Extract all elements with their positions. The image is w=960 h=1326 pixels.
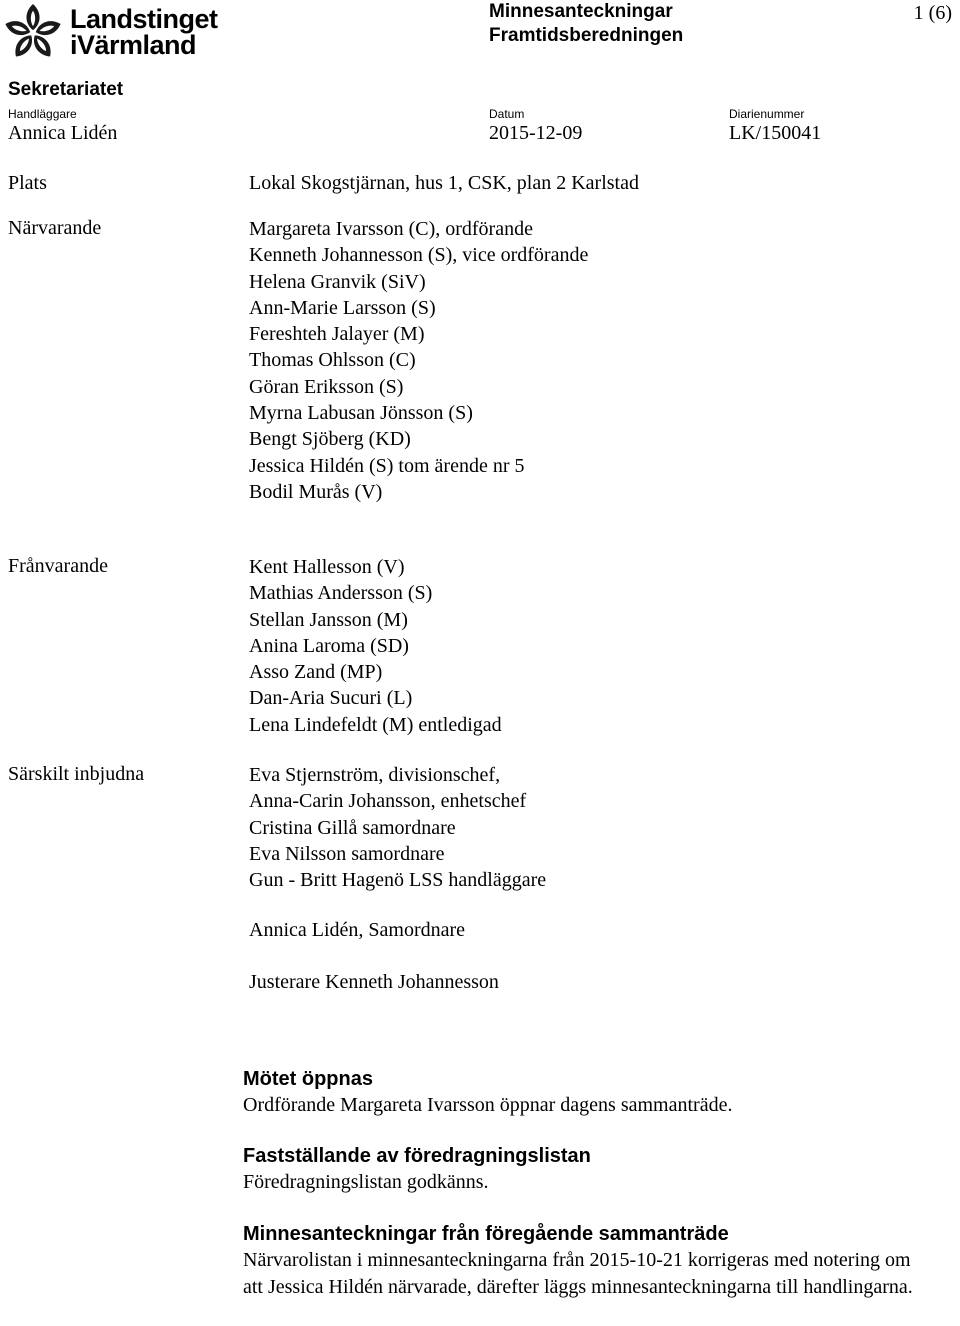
diarienummer-value: LK/150041	[729, 122, 822, 144]
section-heading: Minnesanteckningar från föregående sammanträde	[243, 1223, 729, 1245]
datum-label: Datum	[489, 107, 525, 121]
landstinget-flower-logo	[2, 2, 64, 64]
section-text: Föredragningslistan godkänns.	[243, 1171, 489, 1193]
plats-label: Plats	[8, 172, 47, 194]
adjuster-line: Justerare Kenneth Johannesson	[249, 971, 499, 993]
franvarande-label: Frånvarande	[8, 555, 108, 577]
committee-name: Framtidsberedningen	[489, 25, 684, 46]
list-item: Thomas Ohlsson (C)	[249, 349, 416, 372]
list-item: Fereshteh Jalayer (M)	[249, 323, 425, 346]
document-type: Minnesanteckningar	[489, 1, 673, 22]
sarskilt-inbjudna-label: Särskilt inbjudna	[8, 763, 145, 785]
diarienummer-label: Diarienummer	[729, 107, 805, 121]
list-item: Eva Stjernström, divisionschef,	[249, 764, 501, 786]
list-item: Cristina Gillå samordnare	[249, 816, 456, 839]
secretary-line: Annica Lidén, Samordnare	[249, 919, 466, 941]
narvarande-list	[249, 216, 588, 505]
department-name: Sekretariatet	[8, 79, 124, 100]
section-text: Närvarolistan i minnesanteckningarna från 2015-10-21 korrigeras med notering om att Jessica Hildén närvarade, därefter läggs minnesanteckningarna till handlingarna.	[243, 1249, 913, 1298]
list-item: Myrna Labusan Jönsson (S)	[249, 402, 473, 425]
list-item: Eva Nilsson samordnare	[249, 842, 445, 865]
section-text: Ordförande Margareta Ivarsson öppnar dagens sammanträde.	[243, 1094, 733, 1116]
list-item: Bodil Murås (V)	[249, 480, 383, 503]
section-heading: Fastställande av föredragningslistan	[243, 1145, 591, 1167]
list-item: Anina Laroma (SD)	[249, 634, 409, 657]
list-item: Bengt Sjöberg (KD)	[249, 428, 411, 451]
list-item: Helena Granvik (SiV)	[249, 270, 426, 293]
plats-value: Lokal Skogstjärnan, hus 1, CSK, plan 2 Karlstad	[249, 172, 639, 194]
list-item: Dan-Aria Sucuri (L)	[249, 687, 413, 710]
list-item: Kent Hallesson (V)	[249, 556, 405, 578]
list-item: Jessica Hildén (S) tom ärende nr 5	[249, 454, 525, 477]
section-foregaende-sammantrade	[243, 1221, 933, 1300]
list-item: Anna-Carin Johansson, enhetschef	[249, 790, 527, 813]
logo-text-line1: Landstinget	[70, 4, 218, 34]
handlaggare-label: Handläggare	[8, 107, 77, 121]
handlaggare-value: Annica Lidén	[8, 122, 118, 144]
franvarande-list	[249, 554, 502, 738]
datum-value: 2015-12-09	[489, 122, 583, 144]
list-item: Kenneth Johannesson (S), vice ordförande	[249, 244, 589, 267]
section-motet-oppnas	[243, 1066, 943, 1119]
list-item: Lena Lindefeldt (M) entledigad	[249, 713, 502, 736]
narvarande-label: Närvarande	[8, 217, 102, 239]
list-item: Göran Eriksson (S)	[249, 375, 404, 398]
logo-text-line2: iVärmland	[70, 30, 197, 60]
list-item: Gun - Britt Hagenö LSS handläggare	[249, 869, 547, 892]
sarskilt-inbjudna-list	[249, 762, 546, 893]
list-item: Asso Zand (MP)	[249, 661, 383, 684]
list-item: Ann-Marie Larsson (S)	[249, 296, 436, 319]
section-faststallande	[243, 1143, 943, 1196]
page-number: 1 (6)	[913, 2, 952, 24]
list-item: Mathias Andersson (S)	[249, 582, 433, 605]
list-item: Stellan Jansson (M)	[249, 608, 408, 631]
section-heading: Mötet öppnas	[243, 1068, 373, 1090]
list-item: Margareta Ivarsson (C), ordförande	[249, 218, 533, 240]
